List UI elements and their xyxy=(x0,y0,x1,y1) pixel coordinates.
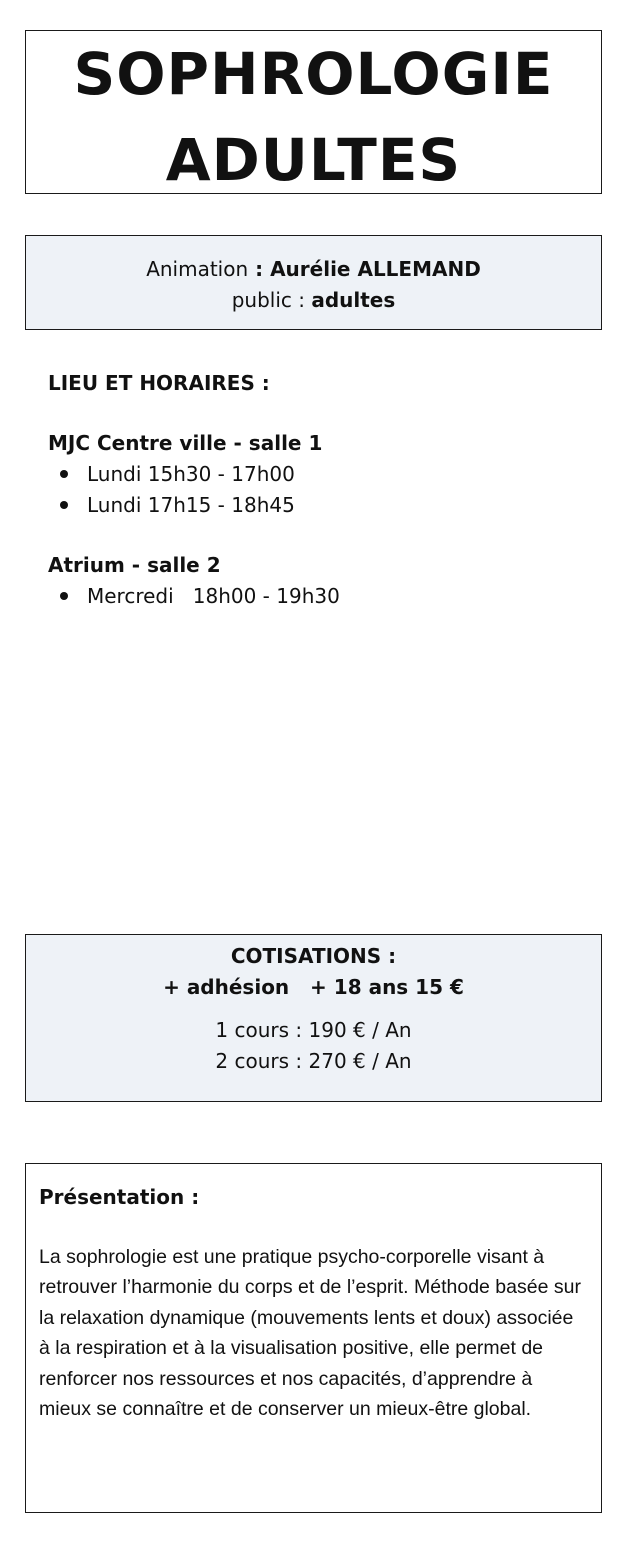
title-box xyxy=(25,30,602,194)
presentation-box xyxy=(25,1163,602,1513)
public-line xyxy=(26,285,601,316)
venue-name: Atrium - salle 2 xyxy=(48,553,221,577)
schedule-heading: LIEU ET HORAIRES : xyxy=(48,371,270,395)
list-item xyxy=(48,581,588,612)
list-item xyxy=(48,490,588,521)
slot-text: Mercredi 18h00 - 19h30 xyxy=(87,584,340,608)
presentation-text: La sophrologie est une pratique psycho-corporelle visant à retrouver l’harmonie du corps et de l’esprit. Méthode basée sur la relaxation dynamique (mouvements lents et doux) associée à la respiration et à la visualisation positive, elle permet de renforcer nos ressources et nos capacités, d’apprendre à mieux se connaître et de conserver un mieux-être global. xyxy=(39,1246,581,1421)
venue-slots-list xyxy=(48,459,588,521)
schedule-section xyxy=(48,368,588,612)
title-line-1: SOPHROLOGIE xyxy=(73,40,554,108)
presentation-title: Présentation : xyxy=(39,1185,200,1209)
animation-line xyxy=(26,254,601,285)
fees-membership: + adhésion + 18 ans 15 € xyxy=(163,975,464,999)
bullet-icon xyxy=(60,592,68,600)
list-item xyxy=(48,459,588,490)
slot-text: Lundi 17h15 - 18h45 xyxy=(87,493,295,517)
animation-label: Animation xyxy=(146,257,249,281)
public-label: public : xyxy=(231,288,312,312)
fees-title: COTISATIONS : xyxy=(230,944,397,968)
venue-slots-list xyxy=(48,581,588,612)
animation-name: : Aurélie ALLEMAND xyxy=(248,257,481,281)
animation-box xyxy=(25,235,602,330)
venue-name: MJC Centre ville - salle 1 xyxy=(48,431,323,455)
fees-courses xyxy=(26,1015,601,1077)
bullet-icon xyxy=(60,501,68,509)
fees-box xyxy=(25,934,602,1102)
fee-line: 2 cours : 270 € / An xyxy=(215,1049,412,1073)
fee-line: 1 cours : 190 € / An xyxy=(215,1018,412,1042)
slot-text: Lundi 15h30 - 17h00 xyxy=(87,462,295,486)
bullet-icon xyxy=(60,470,68,478)
title-line-2: ADULTES xyxy=(165,126,462,194)
public-value: adultes xyxy=(311,288,396,312)
